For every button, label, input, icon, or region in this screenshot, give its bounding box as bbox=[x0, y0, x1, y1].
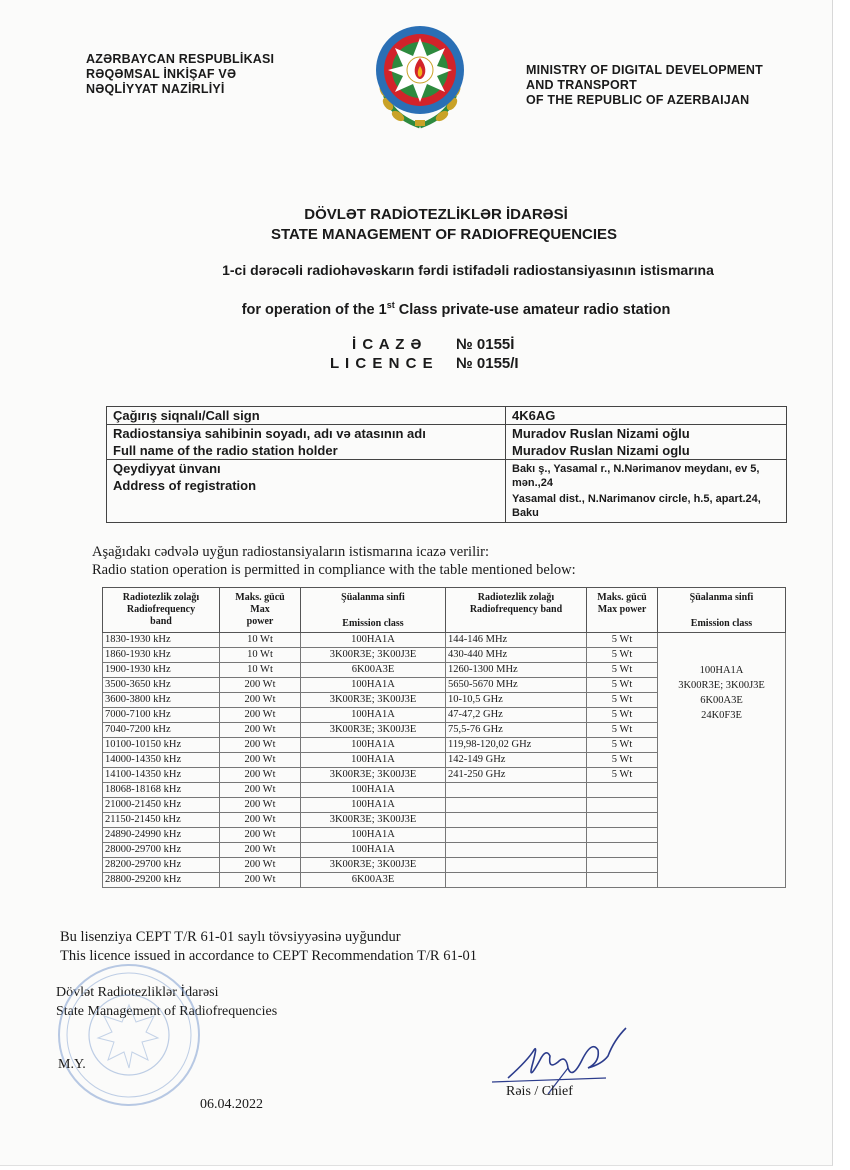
emission-left-cell: 100HA1A bbox=[301, 633, 446, 648]
band-right-cell-empty bbox=[446, 798, 587, 813]
power-left-cell: 10 Wt bbox=[220, 633, 301, 648]
band-left-cell: 1900-1930 kHz bbox=[103, 663, 220, 678]
header-power-az: Maks. gücü bbox=[235, 592, 285, 603]
header-band-right-az: Radiotezlik zolağı bbox=[477, 592, 555, 603]
header-emission-left bbox=[301, 588, 446, 633]
agency-title bbox=[0, 205, 832, 245]
address-row bbox=[107, 460, 787, 523]
power-right-cell-empty bbox=[587, 813, 658, 828]
holder-name-en: Muradov Ruslan Nizami oglu bbox=[512, 443, 690, 458]
band-left-cell: 14100-14350 kHz bbox=[103, 768, 220, 783]
power-left-cell: 200 Wt bbox=[220, 708, 301, 723]
licence-number-az: № 0155İ bbox=[456, 336, 515, 353]
header-power-left bbox=[220, 588, 301, 633]
emission-left-cell: 3K00R3E; 3K00J3E bbox=[301, 858, 446, 873]
power-left-cell: 200 Wt bbox=[220, 678, 301, 693]
permission-text bbox=[92, 543, 576, 579]
call-sign-label: Çağırış siqnalı/Call sign bbox=[107, 407, 506, 425]
ministry-en-line-2: AND TRANSPORT bbox=[526, 78, 637, 92]
band-right-cell-empty bbox=[446, 783, 587, 798]
band-left-cell: 3500-3650 kHz bbox=[103, 678, 220, 693]
band-left-cell: 10100-10150 kHz bbox=[103, 738, 220, 753]
header-band-right bbox=[446, 588, 587, 633]
band-left-cell: 28800-29200 kHz bbox=[103, 873, 220, 888]
footer-agency-az: Dövlət Radiotezliklər İdarəsi bbox=[56, 985, 219, 1000]
emission-right-line: 100HA1A bbox=[699, 665, 744, 676]
address-en: Yasamal dist., N.Narimanov circle, h.5, apart.24, Baku bbox=[512, 493, 761, 519]
power-left-cell: 200 Wt bbox=[220, 798, 301, 813]
permission-az: Aşağıdakı cədvələ uyğun radiostansiyaların istismarına icazə verilir: bbox=[92, 544, 490, 560]
band-right-cell: 1260-1300 MHz bbox=[446, 663, 587, 678]
seal-place-label: M.Y. bbox=[58, 1057, 86, 1072]
band-left-cell: 28200-29700 kHz bbox=[103, 858, 220, 873]
ministry-az-line-3: NƏQLİYYAT NAZİRLİYİ bbox=[86, 82, 225, 96]
band-right-cell: 119,98-120,02 GHz bbox=[446, 738, 587, 753]
emission-left-cell: 3K00R3E; 3K00J3E bbox=[301, 723, 446, 738]
purpose-en-start: for operation of the 1 bbox=[241, 301, 387, 318]
holder-name-label-en: Full name of the radio station holder bbox=[113, 443, 338, 458]
power-right-cell: 5 Wt bbox=[587, 633, 658, 648]
band-right-cell-empty bbox=[446, 873, 587, 888]
emission-left-cell: 3K00R3E; 3K00J3E bbox=[301, 813, 446, 828]
agency-title-en: STATE MANAGEMENT OF RADIOFREQUENCIES bbox=[270, 226, 618, 243]
band-right-cell-empty bbox=[446, 813, 587, 828]
header-emission-right-az: Şüalanma sinfi bbox=[689, 592, 754, 603]
band-left-cell: 18068-18168 kHz bbox=[103, 783, 220, 798]
agency-title-az: DÖVLƏT RADİOTEZLİKLƏR İDARƏSİ bbox=[304, 206, 568, 223]
band-left-cell: 7000-7100 kHz bbox=[103, 708, 220, 723]
header-power-en: Max power bbox=[246, 604, 274, 627]
power-left-cell: 200 Wt bbox=[220, 858, 301, 873]
power-left-cell: 200 Wt bbox=[220, 873, 301, 888]
power-left-cell: 10 Wt bbox=[220, 648, 301, 663]
holder-name-label-az: Radiostansiya sahibinin soyadı, adı və atasının adı bbox=[113, 426, 426, 441]
emission-right-cell bbox=[658, 633, 786, 888]
band-left-cell: 24890-24990 kHz bbox=[103, 828, 220, 843]
holder-info-table bbox=[106, 406, 787, 523]
power-right-cell: 5 Wt bbox=[587, 678, 658, 693]
power-right-cell-empty bbox=[587, 828, 658, 843]
band-right-cell: 142-149 GHz bbox=[446, 753, 587, 768]
power-left-cell: 200 Wt bbox=[220, 753, 301, 768]
address-label bbox=[107, 460, 506, 523]
power-left-cell: 200 Wt bbox=[220, 738, 301, 753]
ministry-name-az bbox=[86, 52, 274, 97]
power-left-cell: 10 Wt bbox=[220, 663, 301, 678]
header-emission-en: Emission class bbox=[342, 618, 404, 629]
emission-left-cell: 3K00R3E; 3K00J3E bbox=[301, 768, 446, 783]
power-left-cell: 200 Wt bbox=[220, 768, 301, 783]
emission-left-cell: 3K00R3E; 3K00J3E bbox=[301, 648, 446, 663]
band-right-cell: 10-10,5 GHz bbox=[446, 693, 587, 708]
power-right-cell-empty bbox=[587, 798, 658, 813]
call-sign-value: 4K6AG bbox=[506, 407, 787, 425]
power-left-cell: 200 Wt bbox=[220, 693, 301, 708]
address-label-az: Qeydiyyat ünvanı bbox=[113, 461, 221, 476]
purpose-en-end: Class private-use amateur radio station bbox=[394, 301, 671, 318]
emission-left-cell: 100HA1A bbox=[301, 783, 446, 798]
emission-left-cell: 6K00A3E bbox=[301, 873, 446, 888]
power-right-cell-empty bbox=[587, 873, 658, 888]
holder-name-label bbox=[107, 425, 506, 460]
power-left-cell: 200 Wt bbox=[220, 828, 301, 843]
permission-en: Radio station operation is permitted in compliance with the table mentioned below: bbox=[92, 562, 576, 578]
purpose-az: 1-ci dərəcəli radiohəvəskarın fərdi istifadəli radiostansiyasının istismarına bbox=[222, 262, 714, 278]
address-az: Bakı ş., Yasamal r., N.Nərimanov meydanı, ev 5, mən.,24 bbox=[512, 463, 760, 489]
band-left-cell: 3600-3800 kHz bbox=[103, 693, 220, 708]
call-sign-row bbox=[107, 407, 787, 425]
header-emission-right-en: Emission class bbox=[690, 618, 753, 629]
band-left-cell: 14000-14350 kHz bbox=[103, 753, 220, 768]
frequency-table-body bbox=[103, 633, 786, 888]
emission-right-line: 6K00A3E bbox=[700, 695, 743, 706]
band-left-cell: 1830-1930 kHz bbox=[103, 633, 220, 648]
official-seal-icon bbox=[54, 960, 204, 1110]
emission-left-cell: 100HA1A bbox=[301, 708, 446, 723]
emission-left-cell: 100HA1A bbox=[301, 678, 446, 693]
purpose-en-sup: st bbox=[386, 300, 395, 310]
ministry-az-line-1: AZƏRBAYCAN RESPUBLİKASI bbox=[86, 52, 275, 66]
ministry-name-en bbox=[526, 63, 763, 108]
power-left-cell: 200 Wt bbox=[220, 843, 301, 858]
issue-date: 06.04.2022 bbox=[200, 1097, 263, 1112]
band-right-cell: 5650-5670 MHz bbox=[446, 678, 587, 693]
emission-left-cell: 3K00R3E; 3K00J3E bbox=[301, 693, 446, 708]
header-power-right bbox=[587, 588, 658, 633]
ministry-en-line-1: MINISTRY OF DIGITAL DEVELOPMENT bbox=[526, 63, 763, 77]
emission-left-cell: 6K00A3E bbox=[301, 663, 446, 678]
power-left-cell: 200 Wt bbox=[220, 813, 301, 828]
holder-name-az: Muradov Ruslan Nizami oğlu bbox=[512, 426, 690, 441]
band-right-cell-empty bbox=[446, 843, 587, 858]
header-band-az: Radiotezlik zolağı bbox=[122, 592, 200, 603]
band-right-cell: 241-250 GHz bbox=[446, 768, 587, 783]
power-right-cell: 5 Wt bbox=[587, 753, 658, 768]
footer-agency-en: State Management of Radiofrequencies bbox=[56, 1004, 278, 1019]
power-right-cell: 5 Wt bbox=[587, 648, 658, 663]
power-right-cell-empty bbox=[587, 858, 658, 873]
band-right-cell-empty bbox=[446, 828, 587, 843]
band-left-cell: 1860-1930 kHz bbox=[103, 648, 220, 663]
emission-left-cell: 100HA1A bbox=[301, 753, 446, 768]
emission-left-cell: 100HA1A bbox=[301, 828, 446, 843]
cept-note-az: Bu lisenziya CEPT T/R 61-01 saylı tövsiyyəsinə uyğundur bbox=[60, 929, 401, 945]
band-left-cell: 28000-29700 kHz bbox=[103, 843, 220, 858]
emission-right-line: 3K00R3E; 3K00J3E bbox=[678, 680, 765, 691]
licence-number-en: № 0155/I bbox=[456, 355, 519, 372]
band-left-cell: 21000-21450 kHz bbox=[103, 798, 220, 813]
header-power-right-az: Maks. gücü bbox=[597, 592, 647, 603]
band-right-cell: 430-440 MHz bbox=[446, 648, 587, 663]
header-band-left bbox=[103, 588, 220, 633]
power-left-cell: 200 Wt bbox=[220, 783, 301, 798]
power-right-cell: 5 Wt bbox=[587, 723, 658, 738]
licence-label-en: L I C E N C E bbox=[330, 355, 434, 372]
emission-right-line: 24K0F3E bbox=[701, 710, 742, 721]
power-right-cell-empty bbox=[587, 783, 658, 798]
ministry-az-line-2: RƏQƏMSAL İNKİŞAF VƏ bbox=[86, 67, 237, 81]
address-label-en: Address of registration bbox=[113, 478, 257, 493]
purpose-en bbox=[0, 300, 850, 318]
band-right-cell: 144-146 MHz bbox=[446, 633, 587, 648]
power-right-cell: 5 Wt bbox=[587, 663, 658, 678]
azerbaijan-emblem-icon bbox=[370, 20, 470, 132]
address-value bbox=[506, 460, 787, 523]
band-right-cell-empty bbox=[446, 858, 587, 873]
frequency-table-row bbox=[103, 633, 786, 648]
ministry-en-line-3: OF THE REPUBLIC OF AZERBAIJAN bbox=[526, 93, 750, 107]
emission-left-cell: 100HA1A bbox=[301, 843, 446, 858]
holder-name-value bbox=[506, 425, 787, 460]
power-right-cell: 5 Wt bbox=[587, 738, 658, 753]
header-band-en: Radiofrequency band bbox=[126, 604, 196, 627]
power-right-cell: 5 Wt bbox=[587, 768, 658, 783]
band-right-cell: 47-47,2 GHz bbox=[446, 708, 587, 723]
cept-note-en: This licence issued in accordance to CEPT Recommendation T/R 61-01 bbox=[60, 948, 478, 964]
power-left-cell: 200 Wt bbox=[220, 723, 301, 738]
holder-name-row bbox=[107, 425, 787, 460]
power-right-cell-empty bbox=[587, 843, 658, 858]
header-band-right-en: Radiofrequency band bbox=[469, 604, 563, 615]
emission-left-cell: 100HA1A bbox=[301, 738, 446, 753]
band-left-cell: 7040-7200 kHz bbox=[103, 723, 220, 738]
licence-label-az: İ C A Z Ə bbox=[352, 336, 423, 353]
header-power-right-en: Max power bbox=[597, 604, 647, 615]
power-right-cell: 5 Wt bbox=[587, 693, 658, 708]
band-right-cell: 75,5-76 GHz bbox=[446, 723, 587, 738]
header-emission-az: Şüalanma sinfi bbox=[341, 592, 405, 603]
emission-left-cell: 100HA1A bbox=[301, 798, 446, 813]
frequency-table bbox=[102, 587, 786, 888]
power-right-cell: 5 Wt bbox=[587, 708, 658, 723]
band-left-cell: 21150-21450 kHz bbox=[103, 813, 220, 828]
frequency-table-header bbox=[103, 588, 786, 633]
header-emission-right bbox=[658, 588, 786, 633]
chief-title: Rəis / Chief bbox=[506, 1084, 573, 1099]
